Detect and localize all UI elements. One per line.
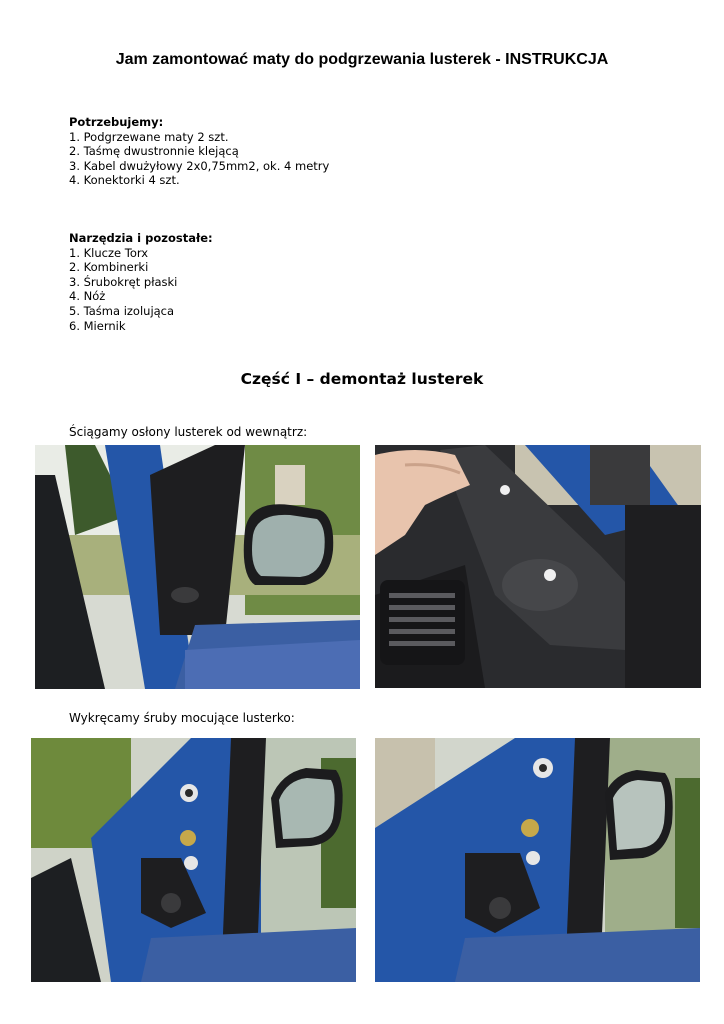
list-item: 2. Kombinerki [69, 260, 149, 275]
photo-cover-removed [375, 445, 701, 688]
list-item: 4. Nóż [69, 289, 106, 304]
list-item: 1. Klucze Torx [69, 245, 149, 260]
document-title: Jam zamontować maty do podgrzewania lusterek - INSTRUKCJA [115, 51, 609, 68]
list-item: 3. Śrubokręt płaski [69, 274, 178, 289]
photo-mirror-cover-installed [35, 445, 360, 689]
list-item: 1. Podgrzewane maty 2 szt. [69, 129, 229, 144]
section-title: Część I – demontaż lusterek [240, 370, 484, 388]
caption-remove-covers: Ściągamy osłony lusterek od wewnątrz: [69, 425, 308, 439]
tools-heading: Narzędzia i pozostałe: [69, 231, 213, 245]
tools-list [69, 231, 213, 333]
list-item: 6. Miernik [69, 318, 126, 333]
needs-list [69, 115, 329, 188]
caption-unscrew-bolts: Wykręcamy śruby mocujące lusterko: [69, 711, 295, 725]
list-item: 3. Kabel dwużyłowy 2x0,75mm2, ok. 4 metry [69, 158, 330, 173]
needs-heading: Potrzebujemy: [69, 115, 164, 129]
list-item: 5. Taśma izolująca [69, 303, 175, 318]
list-item: 2. Taśmę dwustronnie klejącą [69, 144, 239, 159]
list-item: 4. Konektorki 4 szt. [69, 173, 180, 188]
photo-mirror-bolts-right [375, 738, 700, 982]
photo-mirror-bolts-left [31, 738, 356, 982]
